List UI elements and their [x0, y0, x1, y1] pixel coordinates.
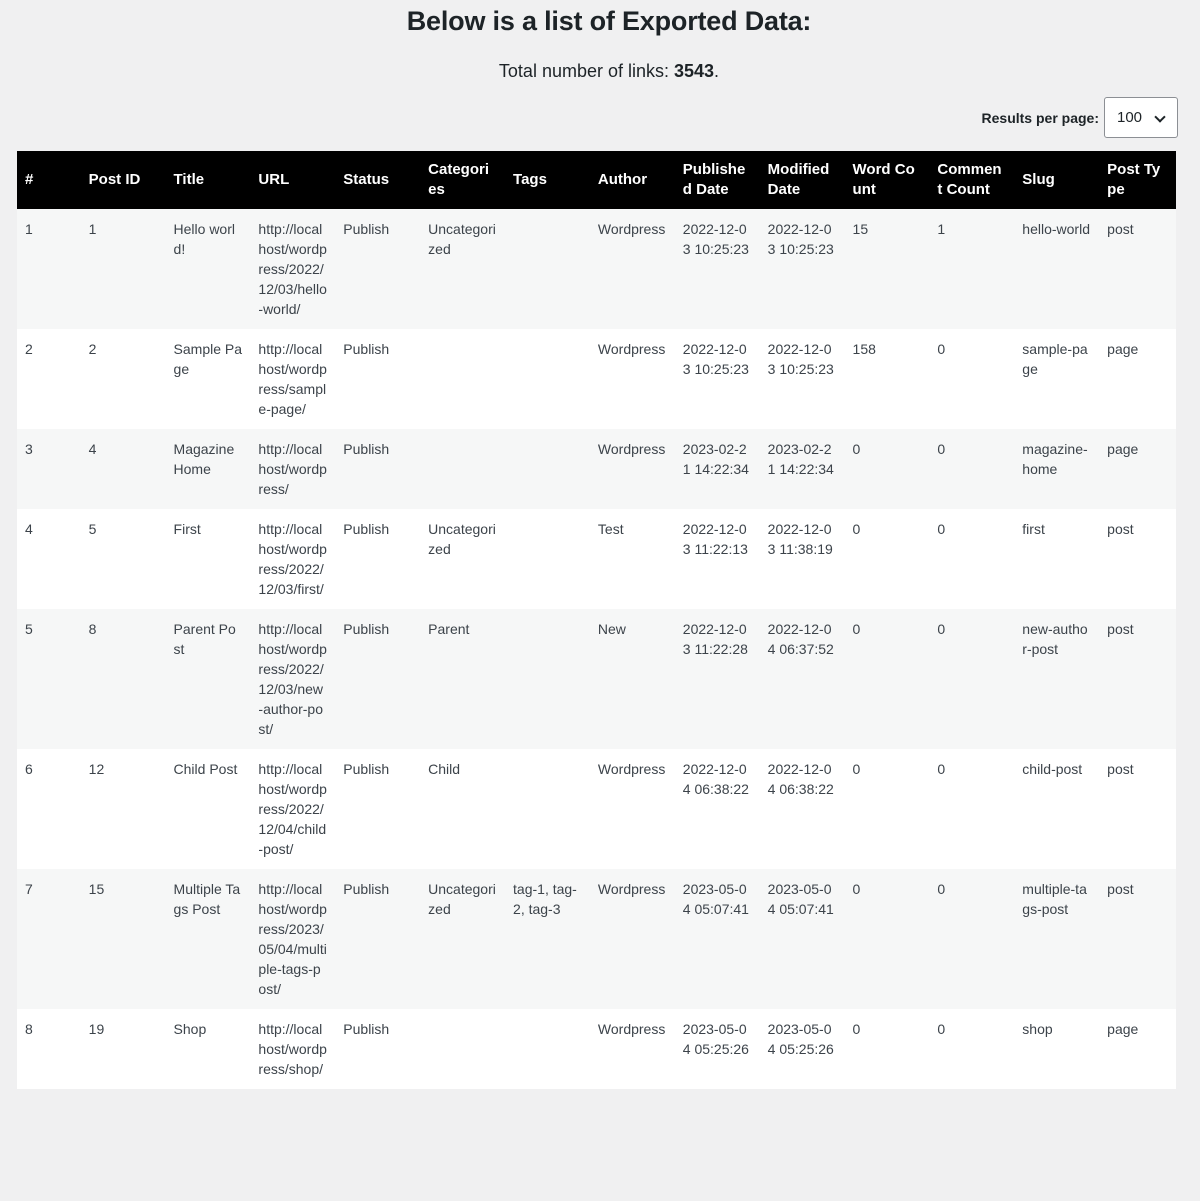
table-row [17, 509, 1176, 609]
page-title: Below is a list of Exported Data: [406, 6, 812, 36]
cell-slug: shop [1022, 1021, 1053, 1037]
cell-status: Publish [343, 221, 390, 237]
cell-modified-date: 2023-05-04 05:25:26 [767, 1021, 834, 1057]
column-header-number: # [25, 171, 34, 188]
cell-word-count: 0 [852, 1021, 861, 1037]
cell-tags [505, 609, 590, 749]
table-row [17, 429, 1176, 509]
cell-comment-count: 0 [937, 881, 946, 897]
cell-word-count: 0 [852, 761, 861, 777]
cell-word-count: 0 [852, 521, 861, 537]
cell-url: http://localhost/wordpress/2022/12/03/hello-world/ [258, 221, 327, 317]
cell-post-type: post [1107, 621, 1134, 637]
cell-tags: tag-1, tag-2, tag-3 [513, 881, 577, 917]
cell-post-id: 12 [88, 761, 105, 777]
cell-published-date: 2023-05-04 05:07:41 [682, 881, 749, 917]
cell-published-date: 2022-12-04 06:38:22 [682, 761, 749, 797]
cell-title: Child Post [173, 761, 238, 777]
cell-word-count: 15 [852, 221, 869, 237]
cell-post-type: page [1107, 341, 1139, 357]
cell-published-date: 2022-12-03 11:22:28 [682, 621, 748, 657]
cell-number: 1 [25, 221, 33, 237]
cell-author: Wordpress [597, 221, 666, 237]
cell-title: Magazine Home [173, 441, 235, 477]
cell-title: Parent Post [173, 621, 236, 657]
cell-author: New [597, 621, 626, 637]
cell-comment-count: 0 [937, 441, 946, 457]
column-header-post-type: Post Type [1107, 161, 1161, 198]
results-per-page-label: Results per page: [981, 109, 1099, 126]
cell-url: http://localhost/wordpress/ [258, 441, 327, 497]
cell-status: Publish [343, 341, 390, 357]
table-row [17, 869, 1176, 1009]
cell-comment-count: 0 [937, 621, 946, 637]
chevron-down-icon [1154, 111, 1165, 122]
cell-post-id: 8 [88, 621, 97, 637]
cell-author: Wordpress [597, 881, 666, 897]
cell-slug: multiple-tags-post [1022, 881, 1087, 917]
table-body [17, 209, 1176, 1089]
cell-number: 2 [25, 341, 33, 357]
cell-post-id: 4 [88, 441, 97, 457]
table-row [17, 749, 1176, 869]
cell-modified-date: 2022-12-03 10:25:23 [767, 221, 834, 257]
cell-post-type: post [1107, 881, 1134, 897]
cell-status: Publish [343, 881, 390, 897]
cell-slug: sample-page [1022, 341, 1088, 377]
cell-status: Publish [343, 761, 390, 777]
cell-author: Wordpress [597, 341, 666, 357]
cell-title: Sample Page [173, 341, 243, 377]
cell-word-count: 0 [852, 881, 861, 897]
cell-tags [505, 509, 590, 609]
cell-url: http://localhost/wordpress/2022/12/04/child-post/ [258, 761, 327, 857]
cell-modified-date: 2022-12-04 06:38:22 [767, 761, 834, 797]
cell-tags [505, 749, 590, 869]
cell-categories: Parent [428, 621, 470, 637]
cell-number: 4 [25, 521, 33, 537]
cell-modified-date: 2022-12-04 06:37:52 [767, 621, 834, 657]
cell-title: Hello world! [173, 221, 235, 257]
cell-slug: child-post [1022, 761, 1083, 777]
cell-categories [420, 429, 505, 509]
cell-modified-date: 2023-02-21 14:22:34 [767, 441, 834, 477]
cell-post-id: 5 [88, 521, 97, 537]
results-per-page [982, 97, 1178, 138]
cell-url: http://localhost/wordpress/2022/12/03/first/ [258, 521, 327, 597]
cell-post-type: page [1107, 1021, 1139, 1037]
total-links-count: 3543 [674, 61, 715, 81]
cell-published-date: 2022-12-03 10:25:23 [682, 221, 749, 257]
cell-url: http://localhost/wordpress/sample-page/ [258, 341, 327, 417]
cell-post-type: post [1107, 521, 1134, 537]
cell-published-date: 2022-12-03 11:22:13 [682, 521, 748, 557]
cell-categories: Uncategorized [428, 881, 496, 917]
cell-number: 6 [25, 761, 33, 777]
cell-status: Publish [343, 621, 390, 637]
cell-status: Publish [343, 1021, 390, 1037]
cell-slug: first [1022, 521, 1045, 537]
cell-number: 7 [25, 881, 33, 897]
column-header-status: Status [343, 171, 390, 188]
exported-data-table [17, 151, 1176, 1089]
column-header-post-id: Post ID [88, 171, 141, 188]
cell-post-type: page [1107, 441, 1139, 457]
column-header-comment-count: Comment Count [937, 161, 1002, 198]
cell-author: Wordpress [597, 441, 666, 457]
cell-post-id: 15 [88, 881, 105, 897]
cell-categories: Uncategorized [428, 221, 496, 257]
cell-title: Multiple Tags Post [173, 881, 241, 917]
column-header-modified-date: Modified Date [767, 161, 830, 198]
cell-url: http://localhost/wordpress/shop/ [258, 1021, 327, 1077]
cell-word-count: 0 [852, 441, 861, 457]
cell-word-count: 0 [852, 621, 861, 637]
cell-modified-date: 2022-12-03 10:25:23 [767, 341, 834, 377]
cell-slug: new-author-post [1022, 621, 1088, 657]
cell-post-id: 19 [88, 1021, 105, 1037]
cell-number: 5 [25, 621, 33, 637]
table-row [17, 1009, 1176, 1089]
cell-tags [505, 1009, 590, 1089]
total-links-suffix: . [714, 61, 720, 81]
column-header-title: Title [173, 171, 205, 188]
cell-author: Test [597, 521, 624, 537]
cell-slug: hello-world [1022, 221, 1090, 237]
cell-number: 8 [25, 1021, 33, 1037]
cell-tags [505, 209, 590, 329]
cell-categories [420, 1009, 505, 1089]
cell-categories: Uncategorized [428, 521, 496, 557]
cell-status: Publish [343, 441, 390, 457]
cell-title: First [173, 521, 201, 537]
cell-author: Wordpress [597, 1021, 666, 1037]
table-row [17, 609, 1176, 749]
cell-comment-count: 0 [937, 761, 946, 777]
table-header-row [17, 151, 1176, 209]
column-header-categories: Categories [428, 161, 489, 198]
cell-comment-count: 0 [937, 1021, 946, 1037]
cell-published-date: 2022-12-03 10:25:23 [682, 341, 749, 377]
cell-tags [505, 329, 590, 429]
table-row [17, 209, 1176, 329]
results-per-page-select[interactable] [1104, 97, 1178, 138]
cell-comment-count: 0 [937, 521, 946, 537]
column-header-tags: Tags [513, 171, 547, 188]
column-header-word-count: Word Count [852, 161, 915, 198]
cell-status: Publish [343, 521, 390, 537]
cell-categories: Child [428, 761, 461, 777]
cell-published-date: 2023-02-21 14:22:34 [682, 441, 749, 477]
cell-author: Wordpress [597, 761, 666, 777]
cell-word-count: 158 [852, 341, 876, 357]
exported-data-table-wrapper [17, 151, 1176, 1089]
cell-number: 3 [25, 441, 33, 457]
cell-url: http://localhost/wordpress/2022/12/03/new-author-post/ [258, 621, 327, 737]
column-header-published-date: Published Date [682, 161, 746, 198]
column-header-slug: Slug [1022, 171, 1055, 188]
cell-categories [420, 329, 505, 429]
cell-modified-date: 2023-05-04 05:07:41 [767, 881, 834, 917]
column-header-url: URL [258, 171, 290, 188]
cell-post-id: 1 [88, 221, 97, 237]
cell-slug: magazine-home [1022, 441, 1088, 477]
cell-title: Shop [173, 1021, 207, 1037]
total-links-label: Total number of links: [498, 61, 674, 81]
column-header-author: Author [597, 171, 648, 188]
cell-post-type: post [1107, 221, 1134, 237]
results-per-page-value: 100 [1117, 109, 1143, 126]
cell-published-date: 2023-05-04 05:25:26 [682, 1021, 749, 1057]
cell-post-id: 2 [88, 341, 97, 357]
table-header [17, 151, 1176, 209]
cell-tags [505, 429, 590, 509]
table-row [17, 329, 1176, 429]
cell-comment-count: 0 [937, 341, 946, 357]
cell-comment-count: 1 [937, 221, 946, 237]
cell-url: http://localhost/wordpress/2023/05/04/multiple-tags-post/ [258, 881, 327, 997]
cell-modified-date: 2022-12-03 11:38:19 [767, 521, 833, 557]
total-links-line [0, 61, 1200, 82]
cell-post-type: post [1107, 761, 1134, 777]
